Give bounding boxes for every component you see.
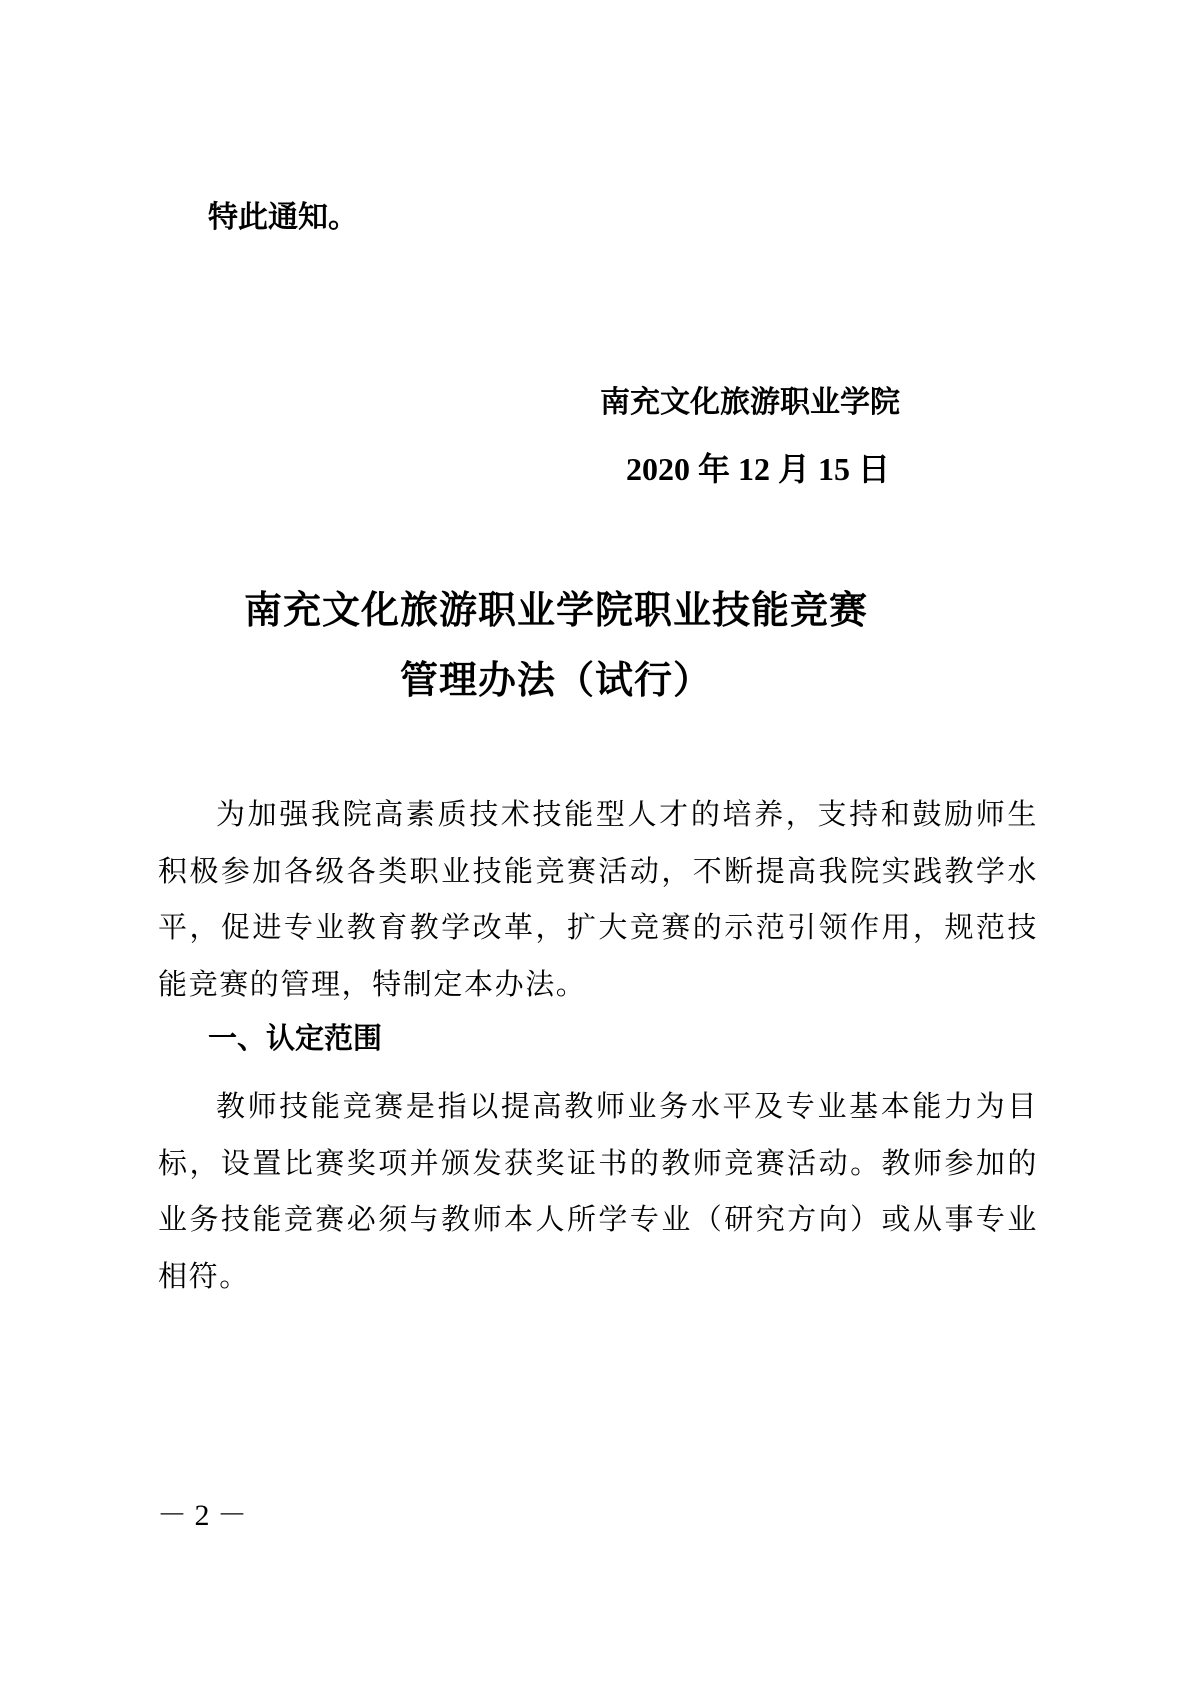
signature-organization: 南充文化旅游职业学院 — [600, 385, 900, 420]
document-title-line-2: 管理办法（试行） — [399, 658, 712, 702]
page-number: － 2 － — [157, 1499, 247, 1532]
document-title-line-1: 南充文化旅游职业学院职业技能竞赛 — [243, 588, 868, 632]
signature-date: 2020 年 12 月 15 日 — [626, 451, 891, 487]
closing-notice: 特此通知。 — [208, 200, 358, 235]
section-heading-scope: 一、认定范围 — [208, 1021, 383, 1055]
intro-paragraph: 为加强我院高素质技术技能型人才的培养，支持和鼓励师生积极参加各级各类职业技能竞赛活动，不断提高我院实践教学水平，促进专业教育教学改革，扩大竞赛的示范引领作用，规范技能竞赛的管理，特制定本办法。 — [158, 797, 1038, 1001]
section-paragraph-scope: 教师技能竞赛是指以提高教师业务水平及专业基本能力为目标，设置比赛奖项并颁发获奖证书的教师竞赛活动。教师参加的业务技能竞赛必须与教师本人所学专业（研究方向）或从事专业相符。 — [158, 1089, 1038, 1293]
